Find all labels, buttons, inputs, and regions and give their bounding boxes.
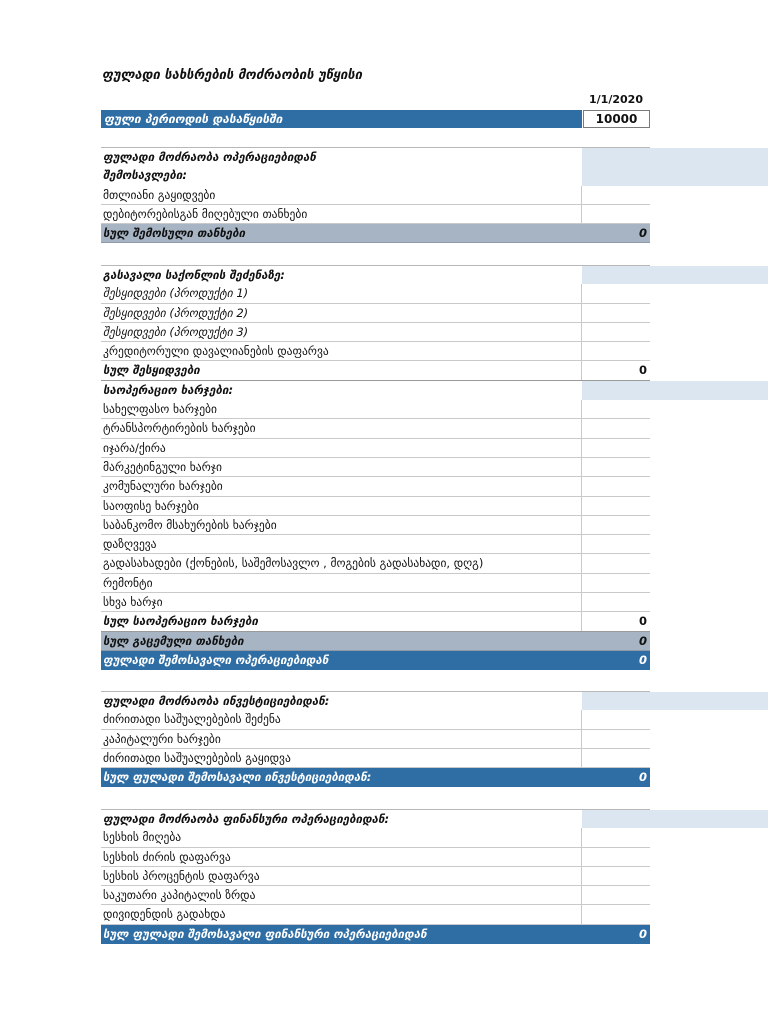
financing-section (101, 809, 650, 944)
opex-item (101, 593, 650, 612)
line-item-label: შესყიდვები (პროდუქტი 2) (103, 305, 249, 320)
line-item-label: მთლიანი გაყიდვები (103, 187, 216, 202)
paid-total-row (101, 632, 650, 651)
operating-net-value: 0 (638, 652, 647, 667)
line-item-label: საოფისე ხარჯები (103, 498, 199, 513)
purchase-total-label: სულ შესყიდვები (103, 363, 200, 378)
line-item-value[interactable] (581, 186, 650, 204)
cash-start-value[interactable]: 10000 (583, 110, 650, 128)
line-item-value[interactable] (581, 497, 650, 515)
paid-total-value: 0 (638, 633, 647, 648)
line-item-label: სხვა ხარჯი (103, 595, 163, 610)
page-title: ფულადი სახსრების მოძრაობის უწყისი (102, 68, 363, 83)
line-item-value[interactable] (581, 593, 650, 611)
line-item-label: დაზღვევა (103, 537, 157, 552)
line-item-value[interactable] (581, 458, 650, 476)
line-item-value[interactable] (581, 323, 650, 341)
operating-outflows (101, 265, 650, 670)
income-heading-label: შემოსავლები: (103, 168, 187, 183)
opex-total-row (101, 612, 650, 631)
line-item-label: გადასახადები (ქონების, საშემოსავლო , მოგების გადასახადი, დღგ) (103, 556, 484, 571)
financing-net-row (101, 925, 650, 944)
purchase-heading (101, 265, 650, 284)
paid-total-label: სულ გაცემული თანხები (103, 633, 244, 648)
opex-item (101, 554, 650, 573)
income-total-row (101, 224, 650, 243)
investing-item (101, 710, 650, 729)
purchase-total-value: 0 (581, 361, 650, 379)
cash-start-row (101, 110, 650, 128)
line-item-value[interactable] (581, 205, 650, 223)
opex-item (101, 439, 650, 458)
line-item-value[interactable] (581, 886, 650, 904)
line-item-value[interactable] (581, 439, 650, 457)
opex-item (101, 458, 650, 477)
purchase-heading-label: გასავალი საქონლის შეძენაზე: (103, 268, 285, 282)
investing-net-value: 0 (638, 770, 647, 785)
operating-net-label: ფულადი შემოსავალი ოპერაციებიდან (103, 652, 329, 667)
line-item-value[interactable] (581, 477, 650, 495)
line-item-label: საბანკომო მსახურების ხარჯები (103, 517, 277, 532)
income-item (101, 186, 650, 205)
line-item-label: შესყიდვები (პროდუქტი 1) (103, 286, 249, 301)
investing-heading (101, 691, 650, 710)
line-item-label: იჯარა/ქირა (103, 440, 166, 455)
line-item-value[interactable] (581, 574, 650, 592)
opex-total-value: 0 (581, 612, 650, 630)
investing-heading-label: ფულადი მოძრაობა ინვესტიციებიდან: (103, 694, 330, 708)
opex-item (101, 535, 650, 554)
line-item-value[interactable] (581, 710, 650, 728)
line-item-label: დივიდენდის გადახდა (103, 907, 226, 922)
opex-total-label: სულ საოპერაციო ხარჯები (103, 614, 258, 629)
opex-item (101, 419, 650, 438)
line-item-label: ტრანსპორტირების ხარჯები (103, 421, 256, 436)
opex-item (101, 477, 650, 496)
income-total-label: სულ შემოსული თანხები (103, 226, 246, 241)
line-item-value[interactable] (581, 535, 650, 553)
purchase-item (101, 304, 650, 323)
line-item-label: სესხის ძირის დაფარვა (103, 849, 231, 864)
financing-item (101, 867, 650, 886)
line-item-label: რემონტი (103, 575, 153, 590)
line-item-value[interactable] (581, 554, 650, 572)
line-item-label: სახელფასო ხარჯები (103, 402, 217, 417)
line-item-value[interactable] (581, 419, 650, 437)
line-item-value[interactable] (581, 867, 650, 885)
income-total-value: 0 (638, 226, 647, 241)
opex-item (101, 400, 650, 419)
opex-item (101, 516, 650, 535)
line-item-value[interactable] (581, 749, 650, 767)
line-item-value[interactable] (581, 730, 650, 748)
opex-item (101, 497, 650, 516)
operating-heading-label: ფულადი მოძრაობა ოპერაციებიდან (103, 150, 316, 164)
line-item-label: სესხის პროცენტის დაფარვა (103, 868, 260, 883)
line-item-label: ძირითადი საშუალებების გაყიდვა (103, 750, 291, 765)
operating-heading (101, 147, 650, 166)
line-item-value[interactable] (581, 304, 650, 322)
financing-net-label: სულ ფულადი შემოსავალი ფინანსური ოპერაციებიდან (103, 926, 427, 941)
purchase-item (101, 342, 650, 361)
investing-net-row (101, 768, 650, 787)
opex-item (101, 574, 650, 593)
line-item-value[interactable] (581, 400, 650, 418)
line-item-value[interactable] (581, 905, 650, 923)
financing-item (101, 848, 650, 867)
investing-item (101, 730, 650, 749)
purchase-total-row (101, 361, 650, 380)
investing-item (101, 749, 650, 768)
financing-heading (101, 809, 650, 828)
financing-item (101, 905, 650, 924)
line-item-label: კომუნალური ხარჯები (103, 479, 223, 494)
income-item (101, 205, 650, 224)
line-item-label: კრედიტორული დავალიანების დაფარვა (103, 344, 329, 359)
line-item-value[interactable] (581, 848, 650, 866)
operating-section (101, 147, 650, 243)
purchase-item (101, 323, 650, 342)
line-item-value[interactable] (581, 284, 650, 302)
line-item-label: ძირითადი საშუალებების შეძენა (103, 712, 281, 727)
line-item-value[interactable] (581, 516, 650, 534)
line-item-label: დებიტორებისგან მიღებული თანხები (103, 206, 308, 221)
line-item-label: კაპიტალური ხარჯები (103, 731, 221, 746)
investing-net-label: სულ ფულადი შემოსავალი ინვესტიციებიდან: (103, 770, 372, 785)
investing-section (101, 691, 650, 787)
period-date: 1/1/2020 (589, 93, 643, 106)
operating-net-row (101, 651, 650, 670)
financing-net-value: 0 (638, 926, 647, 941)
financing-item (101, 828, 650, 847)
line-item-label: შესყიდვები (პროდუქტი 3) (103, 324, 249, 339)
opex-heading-label: საოპერაციო ხარჯები: (103, 382, 234, 397)
line-item-label: მარკეტინგული ხარჯი (103, 459, 222, 474)
financing-heading-label: ფულადი მოძრაობა ფინანსური ოპერაციებიდან: (103, 812, 390, 826)
opex-heading (101, 381, 650, 400)
line-item-value[interactable] (581, 828, 650, 846)
line-item-label: სესხის მიღება (103, 830, 182, 845)
purchase-item (101, 284, 650, 303)
financing-item (101, 886, 650, 905)
cash-start-label: ფული პერიოდის დასაწყისში (101, 110, 582, 128)
line-item-value[interactable] (581, 342, 650, 360)
line-item-label: საკუთარი კაპიტალის ზრდა (103, 888, 256, 903)
income-heading (101, 166, 650, 185)
